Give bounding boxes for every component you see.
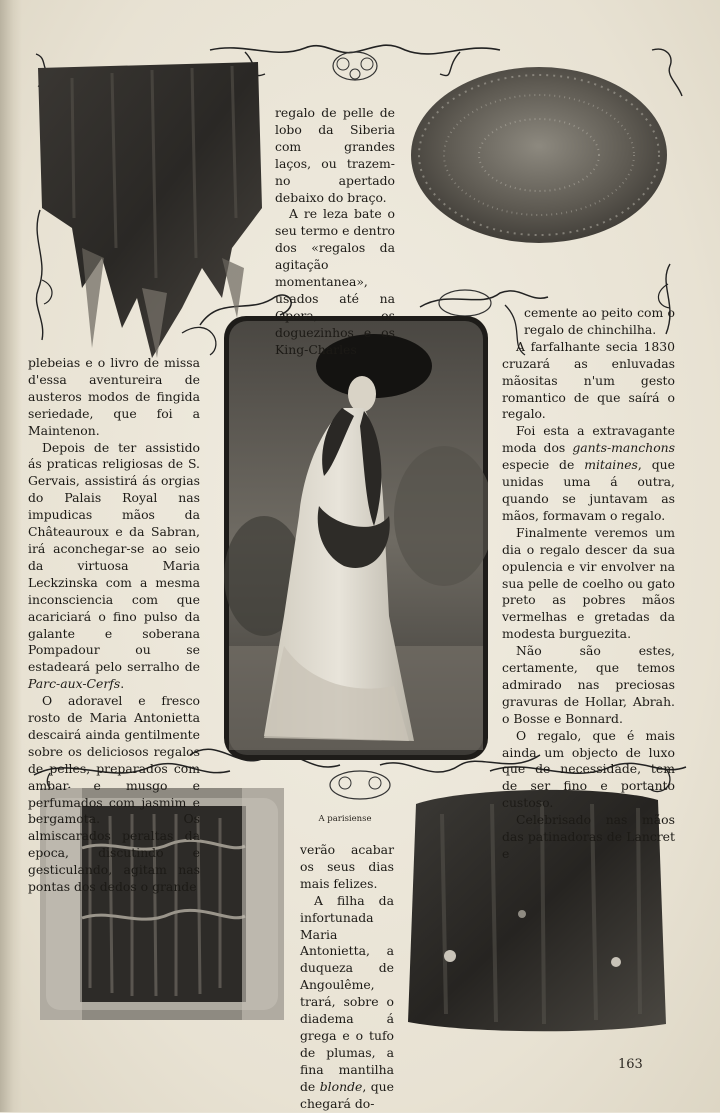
paragraph: plebeias e o livro de missa d'essa aventureira de austeros modos de fingida seriedade, que foi a Maintenon. xyxy=(28,355,200,438)
paragraph xyxy=(28,440,200,694)
photo-caption: A parisiense xyxy=(318,814,372,824)
paragraph: Finalmente veremos um dia o regalo descer da sua opulencia e vir envolver na sua pelle de coelho ou gato preto as pobres mãos vermelhas e gretadas da modesta burguezita. xyxy=(502,524,675,642)
parisienne-portrait-photo xyxy=(224,316,488,760)
paragraph: cemente ao peito com o regalo de chinchilha. xyxy=(524,305,675,337)
text-column-right xyxy=(502,305,675,863)
italic-term: gants-manchons xyxy=(572,440,675,456)
page-number: 163 xyxy=(618,1057,643,1072)
text-run: , que unidas uma á outra, quando se juntavam as mãos, formavam o regalo. xyxy=(502,457,675,523)
paragraph: O regalo, que é mais ainda um objecto de luxo que de necessidade, tem de ser fino e portanto custoso. xyxy=(502,727,675,811)
paragraph: verão acabar os seus dias mais felizes. xyxy=(300,842,394,891)
text-run: Foi esta a extravagante moda dos xyxy=(502,423,675,456)
italic-term: blonde xyxy=(319,1078,363,1094)
italic-term: mitaines xyxy=(584,457,638,473)
paragraph xyxy=(300,893,394,1113)
text-run: Depois de ter assistido ás praticas religiosas de S. Gervais, assistirá ás orgias do Palais Royal nas impudicas mãos da Châteauroux e da Sabran, irá aconchegar-se ao seio da virtuosa Maria Leckzinska com a mesma inconsciencia com que acariciará o fino pulso da galante e soberana Pompadour ou se estadeará pelo serralho de xyxy=(28,439,200,675)
text-run: , que chegará do- xyxy=(300,1078,394,1111)
text-run: A filha da infortunada Maria Antonietta, a duqueza de Angoulême, trará, sobre o diadema á grega e o tufo de plumas, a fina mantilha de xyxy=(300,892,394,1094)
text-run: especie de xyxy=(502,457,575,473)
text-column-bottom-middle xyxy=(300,842,394,1113)
fur-stole-photo xyxy=(32,58,264,358)
paragraph: A re leza bate o seu termo e dentro dos «regalos da agitação momentanea», usados até na Opera, os doguezinhos e os King-Charles xyxy=(275,206,395,357)
paragraph: O adoravel e fresco rosto de Maria Antonietta descairá ainda gentilmente sobre os deliciosos regalos de pelles, preparados com ambar e musgo e perfumados com jasmim e bergamota. Os almiscarados peraltas da epoca, discutindo e gesticulando, agitam nas pontas dos dedos o grande xyxy=(28,693,200,895)
paragraph: Não são estes, certamente, que temos admirado nas preciosas gravuras de Hollar, Abrah. o Bosse e Bonnard. xyxy=(502,643,675,726)
paragraph: A farfalhante secia 1830 cruzará as enluvadas mãositas n'um gesto romantico de que saírá o regalo. xyxy=(502,338,675,422)
binding-shadow xyxy=(0,0,22,1112)
paragraph: Celebrisado nas mãos das patinadoras de Lancret e xyxy=(502,812,675,861)
text-run: . xyxy=(120,676,125,692)
paragraph: regalo de pelle de lobo da Siberia com grandes laços, ou trazem-no apertado debaixo do braço. xyxy=(275,105,395,205)
text-column-top-middle xyxy=(275,105,395,359)
round-fur-muff-photo xyxy=(408,62,670,248)
paragraph xyxy=(502,423,675,524)
italic-term: Parc-aux-Cerfs xyxy=(28,676,121,692)
text-column-left xyxy=(28,355,200,896)
